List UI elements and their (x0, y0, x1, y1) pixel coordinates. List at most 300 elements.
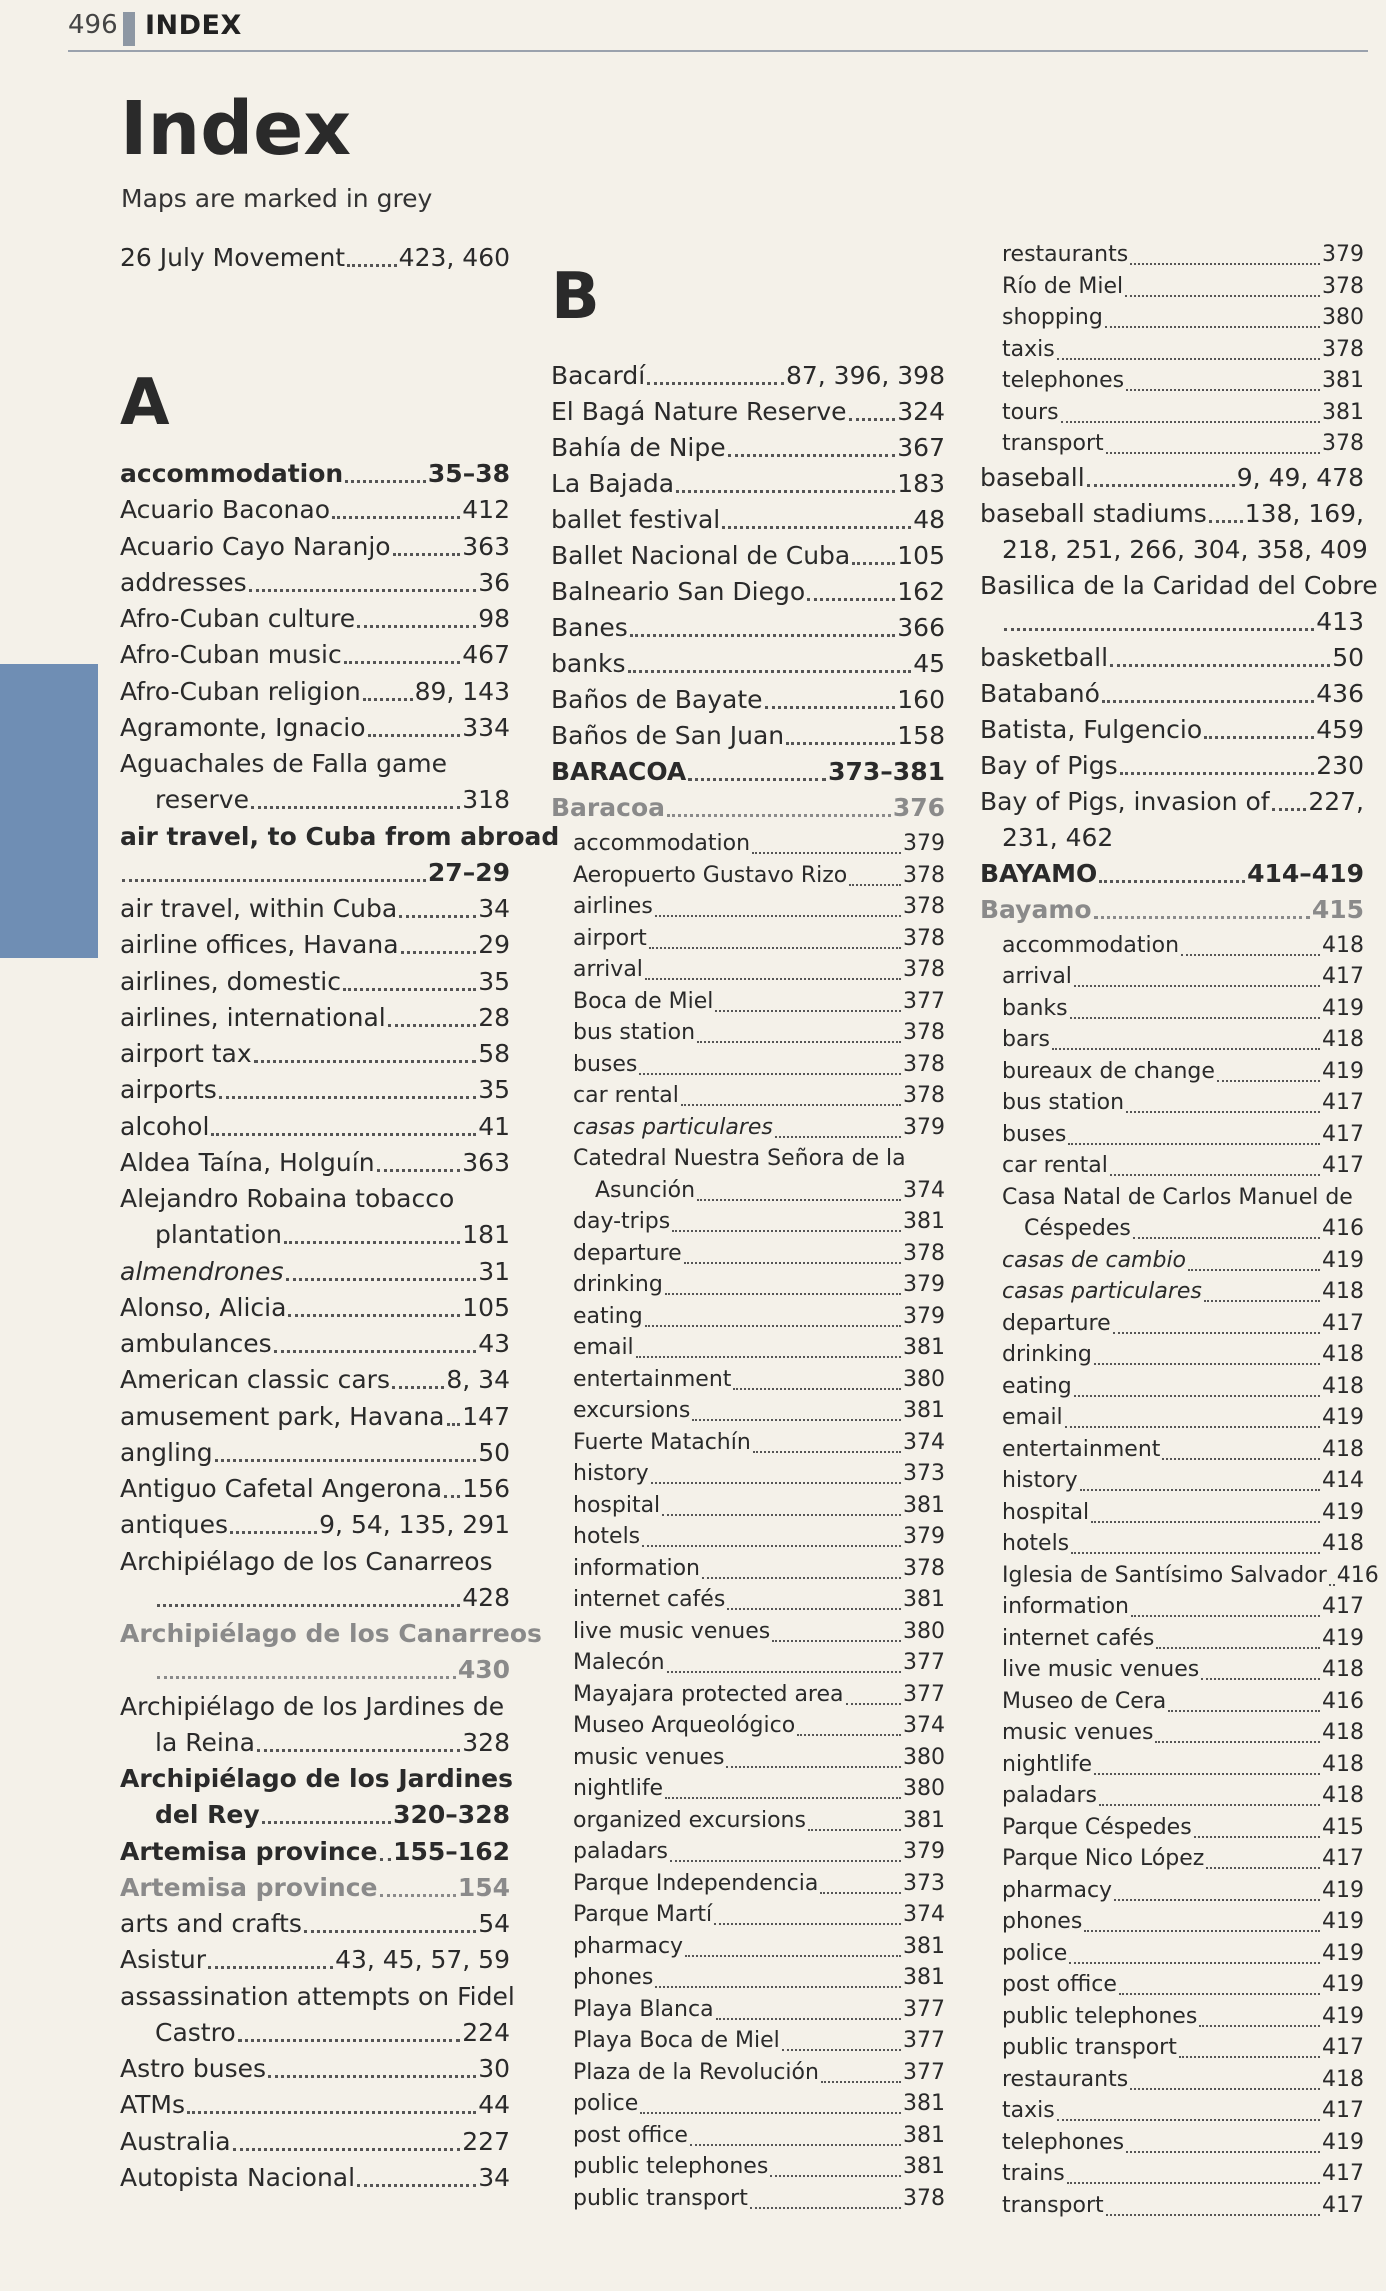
dot-leader (684, 1262, 901, 1264)
letter-heading-a: A (120, 366, 170, 440)
index-term: Alejandro Robaina tobacco (120, 1184, 455, 1213)
page-reference: 381 (903, 1965, 945, 1990)
dot-leader (681, 1104, 901, 1106)
page-reference: 418 (1322, 1027, 1364, 1052)
index-term: airlines, domestic (120, 967, 341, 996)
dot-leader (1110, 1174, 1320, 1176)
page-reference: 9, 54, 135, 291 (319, 1510, 510, 1539)
page-reference: 379 (1322, 242, 1364, 267)
dot-leader (715, 1010, 901, 1012)
header-bar-marker (123, 12, 135, 46)
index-term: internet cafés (1002, 1626, 1155, 1651)
page-reference: 381 (1322, 368, 1364, 393)
dot-leader (702, 1577, 901, 1579)
index-term: arrival (573, 957, 643, 982)
index-term: post office (1002, 1972, 1117, 1997)
index-entry (1002, 2093, 1364, 2129)
index-term: reserve (155, 785, 249, 814)
dot-leader (733, 1388, 901, 1390)
index-term: accommodation (573, 831, 751, 856)
dot-leader (1071, 1552, 1320, 1554)
index-term: Museo Arqueológico (573, 1713, 796, 1738)
dot-leader (753, 1451, 901, 1453)
page-reference: 467 (462, 640, 510, 669)
index-term: Archipiélago de los Jardines (120, 1764, 513, 1793)
index-entry (551, 466, 945, 502)
index-term: nightlife (573, 1776, 664, 1801)
index-entry (980, 496, 1364, 532)
index-entry (1002, 1715, 1364, 1751)
page-reference: 417 (1322, 2035, 1364, 2060)
page-reference: 50 (478, 1438, 510, 1467)
dot-leader (722, 526, 911, 529)
page-reference: 34 (478, 2163, 510, 2192)
dot-leader (808, 1829, 901, 1831)
dot-leader (401, 951, 477, 954)
index-entry (573, 1834, 945, 1870)
index-term: Río de Miel (1002, 274, 1124, 299)
page-reference: 419 (1322, 1626, 1364, 1651)
dot-leader (726, 1766, 901, 1768)
dot-leader (821, 2081, 901, 2083)
page-reference: 34 (478, 894, 510, 923)
page-reference: 43 (478, 1329, 510, 1358)
dot-leader (1119, 1993, 1320, 1995)
index-entry (980, 784, 1364, 820)
dot-leader (1272, 808, 1307, 811)
index-entry (155, 782, 510, 818)
index-entry (155, 1725, 510, 1761)
index-term: drinking (573, 1272, 663, 1297)
page-title: Index (120, 86, 352, 172)
index-term: Asistur (120, 1945, 207, 1974)
dot-leader (645, 978, 901, 980)
dot-leader (399, 915, 476, 918)
page-reference: 377 (903, 989, 945, 1014)
index-term: shopping (1002, 305, 1103, 330)
index-entry (573, 1456, 945, 1492)
index-term: public telephones (573, 2154, 769, 2179)
running-header (68, 8, 1368, 52)
index-term: Astro buses (120, 2054, 267, 2083)
page-reference: 147 (462, 1402, 510, 1431)
index-term: public telephones (1002, 2004, 1198, 2029)
index-term: la Reina (155, 1728, 255, 1757)
dot-leader (1155, 1741, 1320, 1743)
page-reference: 8, 34 (446, 1365, 510, 1394)
index-entry (120, 746, 510, 782)
dot-leader (651, 1482, 901, 1484)
index-entry (980, 676, 1364, 712)
index-entry (551, 358, 945, 394)
page-reference: 379 (903, 1304, 945, 1329)
index-entry (573, 1204, 945, 1240)
index-term: Aeropuerto Gustavo Rizo (573, 863, 848, 888)
index-term: music venues (573, 1745, 725, 1770)
dot-leader (752, 852, 901, 854)
index-term: BARACOA (551, 757, 687, 786)
dot-leader (1065, 1426, 1320, 1428)
page-reference: 48 (913, 505, 945, 534)
page-reference: 419 (1322, 2004, 1364, 2029)
index-entry (1002, 1841, 1364, 1877)
index-term: Artemisa province (120, 1837, 378, 1866)
index-entry (1002, 300, 1364, 336)
dot-leader (647, 382, 784, 385)
index-term: live music venues (1002, 1657, 1200, 1682)
index-entry (573, 1393, 945, 1429)
dot-leader (1080, 1489, 1320, 1491)
dot-leader (1156, 1647, 1320, 1649)
index-entry (551, 754, 945, 790)
dot-leader (697, 1041, 901, 1043)
page-reference: 373 (903, 1461, 945, 1486)
dot-leader (1194, 1836, 1320, 1838)
index-term: Iglesia de Santísimo Salvador (1002, 1563, 1327, 1588)
page-reference: 419 (1322, 1405, 1364, 1430)
dot-leader (284, 1241, 460, 1244)
page-reference: 418 (1322, 1342, 1364, 1367)
index-term: arrival (1002, 964, 1072, 989)
dot-leader (392, 1386, 444, 1389)
index-term: music venues (1002, 1720, 1154, 1745)
dot-leader (1199, 2025, 1320, 2027)
dot-leader (1126, 2151, 1320, 2153)
index-term: hospital (1002, 1500, 1090, 1525)
index-term: Plaza de la Revolución (573, 2060, 819, 2085)
dot-leader (215, 1459, 477, 1462)
index-term: eating (1002, 1374, 1072, 1399)
page-reference: 380 (903, 1745, 945, 1770)
page-reference: 35 (478, 1075, 510, 1104)
index-term: Antiguo Cafetal Angerona (120, 1474, 443, 1503)
dot-leader (357, 625, 476, 628)
dot-leader (1099, 1804, 1320, 1806)
dot-leader (238, 2039, 461, 2042)
index-entry (573, 1708, 945, 1744)
page-reference: 138, 169, (1244, 499, 1364, 528)
dot-leader (262, 1821, 391, 1824)
page-reference: 416 (1336, 1563, 1379, 1588)
index-term: ATMs (120, 2090, 186, 2119)
dot-leader (1102, 700, 1314, 703)
index-term: 231, 462 (1002, 823, 1114, 852)
dot-leader (1094, 916, 1310, 919)
index-entry (120, 492, 510, 528)
index-term: paladars (573, 1839, 668, 1864)
page-reference: 419 (1322, 996, 1364, 1021)
dot-leader (728, 454, 896, 457)
page-reference: 418 (1322, 1374, 1364, 1399)
index-term: angling (120, 1438, 213, 1467)
dot-leader (727, 1608, 901, 1610)
index-entry (1002, 426, 1364, 462)
index-term: transport (1002, 431, 1104, 456)
index-term: Afro-Cuban music (120, 640, 342, 669)
index-entry (980, 856, 1364, 892)
page-reference: 418 (1322, 933, 1364, 958)
index-term: Malecón (573, 1650, 665, 1675)
dot-leader (1181, 954, 1320, 956)
page-reference: 381 (903, 1587, 945, 1612)
dot-leader (257, 1749, 460, 1752)
index-term: day-trips (573, 1209, 671, 1234)
dot-leader (676, 490, 895, 493)
page-reference: 379 (903, 1524, 945, 1549)
index-term: organized excursions (573, 1808, 806, 1833)
letter-heading-b: B (551, 260, 600, 334)
index-entry (551, 394, 945, 430)
page-reference: 381 (903, 1934, 945, 1959)
index-entry (1002, 2188, 1364, 2224)
page-reference: 428 (462, 1583, 510, 1612)
page-reference: 413 (1316, 607, 1364, 636)
index-term: restaurants (1002, 2067, 1129, 2092)
index-term: taxis (1002, 337, 1055, 362)
dot-leader (249, 589, 477, 592)
index-term: Mayajara protected area (573, 1682, 844, 1707)
index-term: taxis (1002, 2098, 1055, 2123)
index-entry (980, 460, 1364, 496)
index-entry (980, 748, 1364, 784)
index-entry (120, 1145, 510, 1181)
index-term: Agramonte, Ignacio (120, 713, 366, 742)
index-term: Playa Blanca (573, 1997, 714, 2022)
dot-leader (393, 553, 461, 556)
index-term: airlines, international (120, 1003, 386, 1032)
dot-leader (1209, 520, 1243, 523)
page-reference: 377 (903, 2028, 945, 2053)
index-entry (1002, 363, 1364, 399)
page-reference: 381 (903, 1493, 945, 1518)
index-term: buses (573, 1052, 638, 1077)
index-entry (155, 1797, 510, 1833)
index-term: police (1002, 1941, 1068, 1966)
index-entry (120, 2051, 510, 2087)
index-entry (573, 889, 945, 925)
page-reference: 381 (903, 1335, 945, 1360)
index-term: Bacardí (551, 361, 646, 390)
page-reference: 378 (903, 894, 945, 919)
index-term: airport (573, 926, 647, 951)
dot-leader (782, 2049, 901, 2051)
page-reference: 105 (462, 1293, 510, 1322)
index-term: phones (1002, 1909, 1083, 1934)
page-reference: 378 (903, 1020, 945, 1045)
dot-leader (1217, 1080, 1320, 1082)
dot-leader (697, 1199, 901, 1201)
page-reference: 378 (1322, 274, 1364, 299)
dot-leader (667, 814, 891, 817)
dot-leader (667, 1671, 901, 1673)
page-reference: 417 (1322, 1090, 1364, 1115)
page-reference: 379 (903, 831, 945, 856)
page-reference: 45 (913, 649, 945, 678)
index-term: Bahía de Nipe (551, 433, 726, 462)
dot-leader (122, 879, 426, 882)
index-entry (155, 1652, 510, 1688)
index-entry (980, 892, 1364, 928)
page-reference: 224 (462, 2018, 510, 2047)
index-entry (573, 1519, 945, 1555)
index-entry (120, 1109, 510, 1145)
page-reference: 381 (903, 2091, 945, 2116)
index-term: Castro (155, 2018, 236, 2047)
page-reference: 378 (903, 2186, 945, 2211)
dot-leader (1091, 1521, 1320, 1523)
index-term: Aldea Taína, Holguín (120, 1148, 375, 1177)
page-reference: 87, 396, 398 (785, 361, 945, 390)
page-reference: 459 (1316, 715, 1364, 744)
dot-leader (230, 1531, 317, 1534)
page-reference: 417 (1322, 964, 1364, 989)
dot-leader (750, 2207, 901, 2209)
dot-leader (1094, 1363, 1320, 1365)
index-term: Archipiélago de los Canarreos (120, 1547, 493, 1576)
index-entry (155, 2015, 510, 2051)
dot-leader (1179, 2056, 1320, 2058)
page-reference: 377 (903, 1650, 945, 1675)
page-reference: 380 (903, 1776, 945, 1801)
index-entry (1002, 237, 1364, 273)
page-reference: 154 (457, 1873, 510, 1902)
dot-leader (254, 1060, 477, 1063)
index-term: airports (120, 1075, 217, 1104)
page-reference: 419 (1322, 1248, 1364, 1273)
page-reference: 227 (462, 2127, 510, 2156)
index-term: airline offices, Havana (120, 930, 399, 959)
index-entry (120, 637, 510, 673)
index-entry (980, 640, 1364, 676)
index-term: pharmacy (573, 1934, 684, 1959)
page-reference: 28 (478, 1003, 510, 1032)
index-term: information (573, 1556, 700, 1581)
index-term: excursions (573, 1398, 691, 1423)
page-reference: 227, (1308, 787, 1364, 816)
page-reference: 98 (478, 604, 510, 633)
index-entry (1002, 532, 1368, 568)
index-term: Bayamo (980, 895, 1092, 924)
page-reference: 418 (1322, 1437, 1364, 1462)
dot-leader (1133, 1237, 1320, 1239)
index-term: pharmacy (1002, 1878, 1113, 1903)
page-reference: 415 (1322, 1815, 1364, 1840)
index-term: Balneario San Diego (551, 577, 806, 606)
index-entry (573, 1582, 945, 1618)
dot-leader (1204, 1300, 1320, 1302)
index-term: car rental (1002, 1153, 1108, 1178)
index-term: Céspedes (1024, 1216, 1131, 1241)
index-term: Afro-Cuban culture (120, 604, 356, 633)
page-reference: 379 (903, 1839, 945, 1864)
dot-leader (1120, 772, 1315, 775)
index-term: arts and crafts (120, 1909, 302, 1938)
dot-leader (274, 1350, 477, 1353)
dot-leader (772, 1640, 901, 1642)
page-reference: 418 (1322, 1752, 1364, 1777)
index-entry (573, 1078, 945, 1114)
index-entry (120, 891, 510, 927)
dot-leader (628, 670, 912, 673)
page-reference: 230 (1316, 751, 1364, 780)
page-reference: 381 (903, 1398, 945, 1423)
index-term: public transport (573, 2186, 748, 2211)
dot-leader (786, 742, 895, 745)
page-reference: 374 (903, 1178, 945, 1203)
dot-leader (775, 1136, 901, 1138)
index-term: Baños de San Juan (551, 721, 785, 750)
dot-leader (447, 1423, 461, 1426)
page-reference: 378 (903, 1083, 945, 1108)
index-term: Playa Boca de Miel (573, 2028, 780, 2053)
page-reference: 155–162 (393, 1837, 510, 1866)
index-entry (1002, 1589, 1364, 1625)
dot-leader (357, 2184, 476, 2187)
page-number: 496 (68, 10, 118, 40)
dot-leader (636, 1356, 901, 1358)
page-reference: 415 (1311, 895, 1364, 924)
index-term: American classic cars (120, 1365, 390, 1394)
dot-leader (1188, 1269, 1320, 1271)
index-entry (120, 1942, 510, 1978)
dot-leader (304, 1930, 476, 1933)
page-reference: 418 (1322, 1531, 1364, 1556)
index-term: 218, 251, 266, 304, 358, 409 (1002, 535, 1368, 564)
page-reference: 412 (462, 495, 510, 524)
index-term: hospital (573, 1493, 661, 1518)
index-term: Aguachales de Falla game (120, 749, 448, 778)
page-reference: 89, 143 (414, 677, 510, 706)
index-entry (155, 1580, 510, 1616)
page-reference: 414 (1322, 1468, 1364, 1493)
index-entry (551, 718, 945, 754)
index-entry (120, 1761, 513, 1797)
page-reference: 414–419 (1247, 859, 1364, 888)
index-entry (120, 819, 560, 855)
page-reference: 374 (903, 1902, 945, 1927)
index-term: Australia (120, 2127, 231, 2156)
index-entry (120, 1507, 510, 1543)
page-reference: 35 (478, 967, 510, 996)
page-reference: 379 (903, 1115, 945, 1140)
page-reference: 377 (903, 1682, 945, 1707)
index-entry (1002, 1463, 1364, 1499)
index-term: accommodation (120, 459, 344, 488)
index-entry (1002, 1274, 1364, 1310)
dot-leader (157, 1676, 456, 1679)
dot-leader (211, 1133, 476, 1136)
dot-leader (1130, 263, 1320, 265)
index-entry (155, 1217, 510, 1253)
dot-leader (1105, 326, 1320, 328)
index-term: transport (1002, 2193, 1104, 2218)
page-reference: 183 (897, 469, 945, 498)
index-term: La Bajada (551, 469, 675, 498)
index-term: airlines (573, 894, 653, 919)
index-entry (120, 2124, 510, 2160)
index-entry (120, 1979, 515, 2015)
dot-leader (665, 1797, 901, 1799)
index-entry (551, 646, 945, 682)
dot-leader (1069, 1962, 1320, 1964)
index-entry (573, 952, 945, 988)
dot-leader (685, 1955, 901, 1957)
index-term: entertainment (1002, 1437, 1161, 1462)
page-reference: 378 (903, 863, 945, 888)
dot-leader (1131, 1615, 1320, 1617)
index-term: Batista, Fulgencio (980, 715, 1203, 744)
dot-leader (1052, 1048, 1320, 1050)
